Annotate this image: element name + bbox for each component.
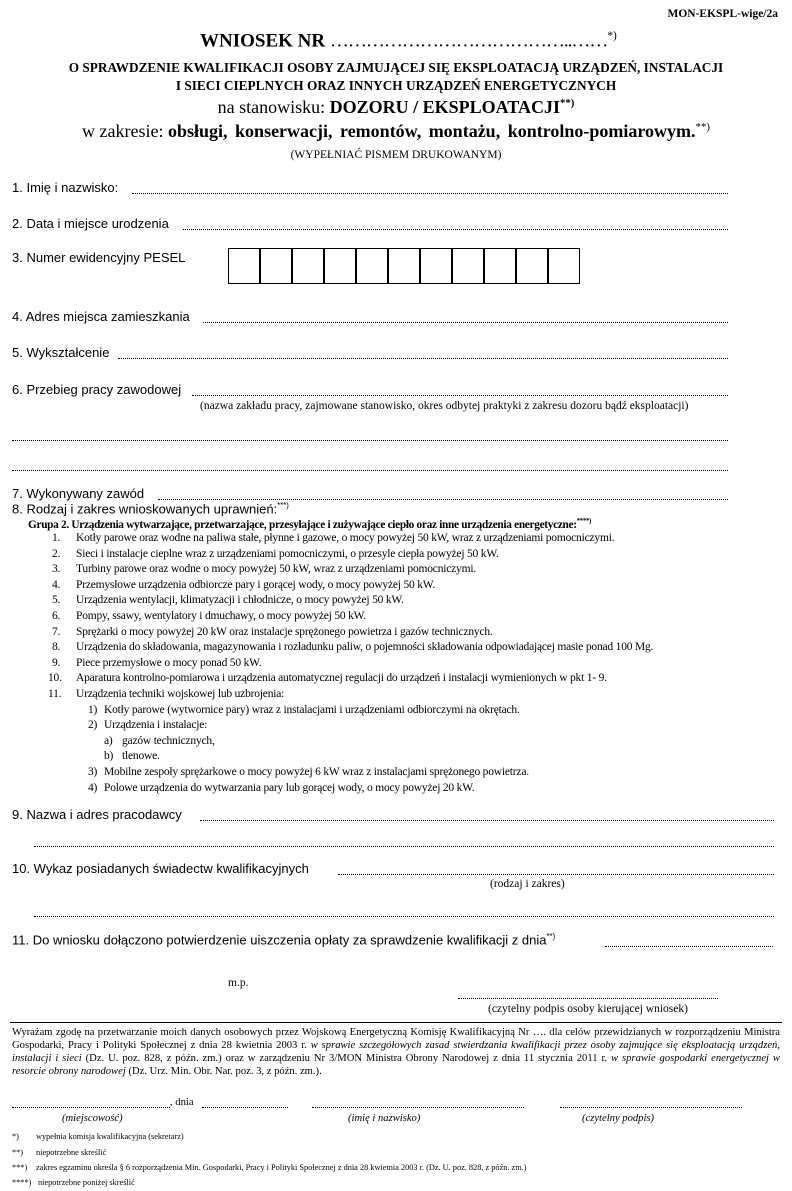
pesel-digit-box[interactable] [260,248,292,284]
scope-line [0,121,792,142]
form-title [200,30,617,52]
group-sub-item-number: 4) [88,781,98,794]
footnote-text: niepotrzebne poniżej skreślić [38,1178,135,1187]
title-mark: *) [607,30,617,42]
field-career-line-2[interactable] [12,440,728,441]
field-certificates-input[interactable] [338,874,774,875]
group-sub-item-number: 3) [88,766,98,778]
field-education-input[interactable] [118,358,728,359]
field-certificates-caption: (rodzaj i zakres) [490,878,565,890]
position-value[interactable]: DOZORU / EKSPLOATACJI [329,97,560,117]
footnote-mark: *) [12,1132,19,1141]
consent-signature-caption: (czytelny podpis) [582,1113,655,1124]
field-career-input[interactable] [192,395,728,396]
consent-dnia-label: , dnia [170,1097,194,1108]
consent-date-field[interactable] [202,1107,288,1108]
group-sub-sub-item-number: b) [104,750,114,763]
group-item-number: 5. [52,594,61,607]
group-title [28,518,591,531]
scope-label: w zakresie: [82,121,164,141]
group-sub-item-text[interactable]: Kotły parowe (wytwornice pary) wraz z instalacjami i urządzeniami odbiorczymi na okrętach. [104,703,520,716]
footnote-text: niepotrzebne skreślić [36,1148,107,1157]
group-item-number: 2. [52,547,61,560]
section-divider [10,1022,782,1023]
footnote-text: zakres egzaminu określa § 6 rozporządzenia Min. Gospodarki, Pracy i Polityki Społecznej z dnia 28 kwietnia 2003 r. (Dz. U. poz. 828, z późn. zm.) [36,1163,527,1172]
stamp-mp: m.p. [228,977,249,989]
group-title-mark: ****) [576,518,591,525]
consent-place-caption: (miejscowość) [62,1113,123,1124]
field-career-line-3[interactable] [12,470,728,471]
field-name-input[interactable] [132,193,728,194]
field-fee-label [12,932,555,947]
position-label: na stanowisku: [217,97,326,117]
group-item-text[interactable]: Piece przemysłowe o mocy ponad 50 kW. [76,656,262,669]
group-sub-item-text[interactable]: Polowe urządzenia do wytwarzania pary lub gorącej wody, o mocy powyżej 20 kW. [104,781,475,794]
field-birth-label: 2. Data i miejsce urodzenia [12,216,169,231]
field-fee-text: 11. Do wniosku dołączono potwierdzenie uiszczenia opłaty za sprawdzenie kwalifikacji z dnia [12,932,547,948]
footnote-mark: ****) [12,1178,32,1187]
group-sub-item-number: 2) [88,719,98,732]
group-item-text[interactable]: Urządzenia do składowania, magazynowania i rozładunku paliw, o pojemności składowania odpowiadającej masie ponad 100 Mg. [76,641,654,654]
group-item-number: 7. [52,625,61,638]
field-certificates-line-2[interactable] [34,916,774,917]
scope-mark: **) [695,121,710,133]
group-item-text[interactable]: Sprężarki o mocy powyżej 20 kW oraz instalacje sprężonego powietrza i gazów technicznych. [76,625,493,638]
field-name-label: 1. Imię i nazwisko: [12,180,119,195]
group-sub-sub-item-text[interactable]: gazów technicznych, [122,734,215,747]
field-employer-input[interactable] [200,820,774,821]
group-sub-sub-item-text[interactable]: tlenowe. [122,750,160,763]
field-employer-label: 9. Nazwa i adres pracodawcy [12,807,182,822]
subtitle-line-1: O SPRAWDZENIE KWALIFIKACJI OSOBY ZAJMUJĄCEJ SIĘ EKSPLOATACJĄ URZĄDZEŃ, INSTALACJI [68,60,724,75]
group-item-text[interactable]: Sieci i instalacje cieplne wraz z urządzeniami pomocniczymi, o przesyle ciepła powyżej 50 kW. [76,547,499,560]
field-occupation-label: 7. Wykonywany zawód [12,486,145,501]
group-title-text: Grupa 2. Urządzenia wytwarzające, przetwarzające, przesyłające i zużywające ciepło oraz inne urządzenia energetyczne: [28,518,577,531]
position-mark: **) [559,97,575,109]
group-item-number: 4. [52,578,61,591]
field-certificates-label: 10. Wykaz posiadanych świadectw kwalifikacyjnych [12,861,309,876]
group-item-number: 8. [52,641,61,654]
field-address-input[interactable] [203,322,728,323]
field-career-caption: (nazwa zakładu pracy, zajmowane stanowisko, okres odbytej praktyki z zakresu dozoru bądź eksploatacji) [200,400,689,412]
field-fee-date-input[interactable] [605,946,773,947]
group-item-number: 9. [52,656,61,669]
form-code: MON-EKSPL-wige/2a [667,8,778,20]
footnote-text: wypełnia komisja kwalifikacyjna (sekretarz) [36,1132,184,1141]
group-sub-sub-item-number: a) [104,734,113,747]
subtitle-line-2: I SIECI CIEPLNYCH ORAZ INNYCH URZĄDZEŃ ENERGETYCZNYCH [175,78,617,93]
group-item-text[interactable]: Urządzenia techniki wojskowej lub uzbrojenia: [76,688,285,700]
pesel-digit-box[interactable] [484,248,516,284]
consent-part-1: Wyrażam zgodę na przetwarzanie moich danych osobowych przez Wojskową Energetyczną Komisję Kwalifikacyjną Nr …. dla celów przewidzianych w rozporządzeniu Ministra Gospodarki, Pracy i Polityki Społecznej z dnia 28 kwietnia 2003 r. [12,1027,780,1051]
group-item-number: 1. [52,532,61,544]
consent-text [12,1026,780,1078]
applicant-signature-field[interactable] [458,998,718,999]
group-item-number: 6. [52,610,61,622]
position-line [0,97,792,118]
field-occupation-input[interactable] [158,499,728,500]
field-career-label: 6. Przebieg pracy zawodowej [12,382,182,397]
group-item-text[interactable]: Turbiny parowe oraz wodne o mocy powyżej 50 kW, wraz z urządzeniami pomocniczymi. [76,563,477,576]
pesel-digit-box[interactable] [388,248,420,284]
field-pesel-label: 3. Numer ewidencyjny PESEL [12,250,186,265]
scope-value[interactable]: obsługi, konserwacji, remontów, montażu, kontrolno-pomiarowym. [168,121,696,141]
group-item-number: 11. [48,688,62,700]
consent-part-2: (Dz. U. poz. 828, z późn. zm.) oraz w zarządzeniu Nr 3/MON Ministra Obrony Narodowej z dnia 11 stycznia 2011 r. [85,1053,608,1064]
footnote-mark: ***) [12,1163,28,1172]
group-item-number: 3. [52,563,61,576]
consent-part-3: (Dz. Urz. Min. Obr. Nar. poz. 3, z późn. zm.). [128,1066,322,1077]
consent-signature-field[interactable] [560,1107,742,1108]
field-fee-mark: **) [546,932,556,941]
group-item-text[interactable]: Kotły parowe oraz wodne na paliwa stałe, płynne i gazowe, o mocy powyżej 50 kW, wraz z urządzeniami pomocniczymi. [76,532,615,544]
field-address-label: 4. Adres miejsca zamieszkania [12,309,190,324]
pesel-digit-box[interactable] [292,248,324,284]
field-education-label: 5. Wykształcenie [12,345,110,360]
pesel-digit-box[interactable] [228,248,260,284]
group-sub-item-text[interactable]: Urządzenia i instalacje: [104,719,208,732]
title-number-field[interactable]: …………………………………..…… [329,30,608,52]
applicant-signature-caption: (czytelny podpis osoby kierującej wniosek) [488,1003,688,1015]
field-birth-input[interactable] [183,229,728,230]
pesel-digit-box[interactable] [548,248,580,284]
title-prefix: WNIOSEK NR [200,30,326,52]
field-scope-label [12,501,289,516]
fill-note: (WYPEŁNIAĆ PISMEM DRUKOWANYM) [290,149,502,161]
group-item-number: 10. [48,672,62,685]
group-item-text[interactable]: Urządzenia wentylacji, klimatyzacji i chłodnicze, o mocy powyżej 50 kW. [76,594,404,607]
consent-italic-2: w sprawie gospodarki energetycznej w resorcie obrony narodowej [12,1053,780,1077]
consent-italic-1: w sprawie szczegółowych zasad stwierdzania kwalifikacji przez osoby zajmujące się eksploatacją urządzeń, instalacji i sieci [12,1040,780,1064]
pesel-digit-box[interactable] [420,248,452,284]
group-item-text[interactable]: Aparatura kontrolno-pomiarowa i urządzenia automatycznej regulacji do urządzeń i instalacji wymienionych w pkt 1- 9. [76,672,607,685]
group-item-text[interactable]: Pompy, ssawy, wentylatory i dmuchawy, o mocy powyżej 50 kW. [76,610,366,622]
pesel-digit-box[interactable] [356,248,388,284]
field-employer-line-2[interactable] [34,846,774,847]
consent-name-caption: (imię i nazwisko) [348,1113,421,1124]
consent-name-field[interactable] [312,1107,524,1108]
field-scope-mark: ***) [277,501,289,510]
group-item-text[interactable]: Przemysłowe urządzenia odbiorcze pary i gorącej wody, o mocy powyżej 50 kW. [76,578,436,591]
group-sub-item-number: 1) [88,703,98,716]
pesel-digit-box[interactable] [324,248,356,284]
pesel-digit-box[interactable] [516,248,548,284]
group-sub-item-text[interactable]: Mobilne zespoły sprężarkowe o mocy powyżej 6 kW wraz z instalacjami sprężonego powietrza. [104,766,529,778]
field-scope-text: 8. Rodzaj i zakres wnioskowanych uprawnień: [12,501,278,517]
footnote-mark: **) [12,1148,24,1157]
pesel-digit-box[interactable] [452,248,484,284]
consent-place-field[interactable] [12,1107,170,1108]
